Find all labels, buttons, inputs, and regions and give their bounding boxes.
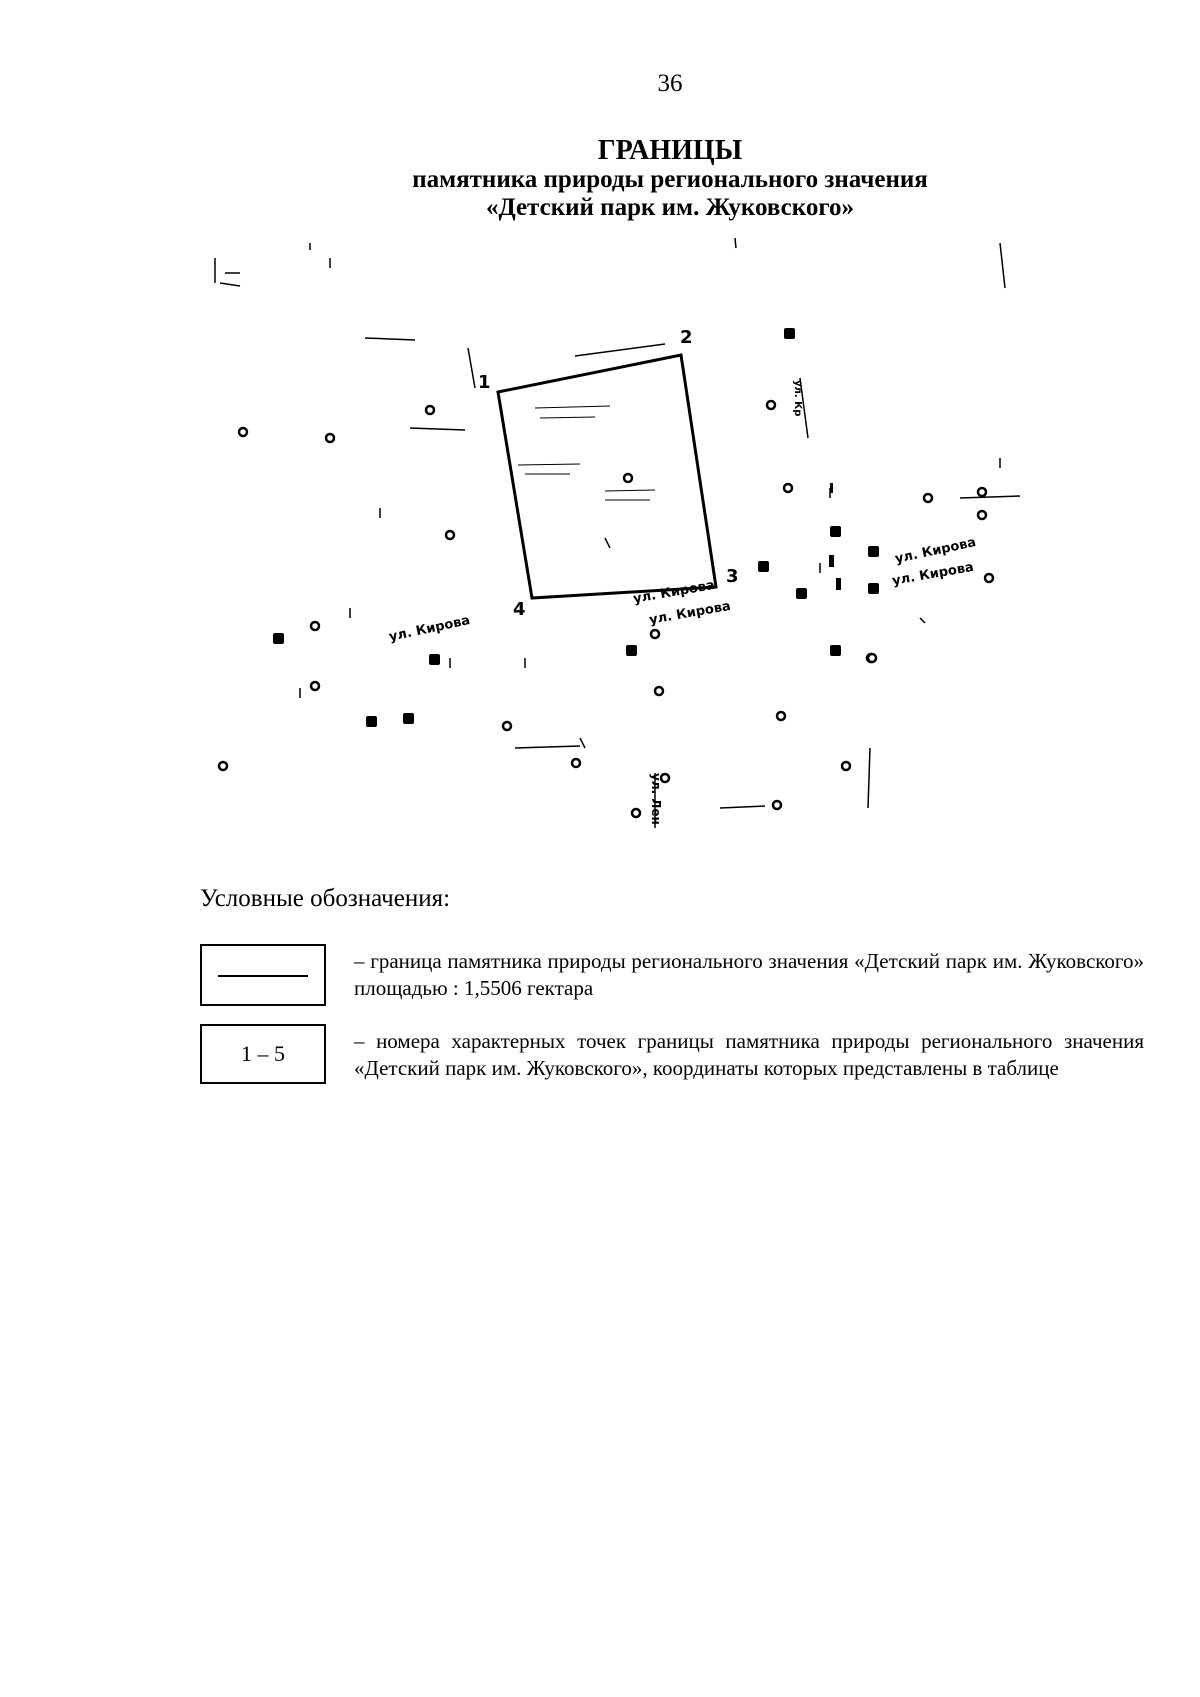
street-label: ул. Кирова: [387, 613, 472, 645]
page-title: ГРАНИЦЫ: [597, 135, 743, 166]
legend-line-sample: [218, 975, 308, 977]
park-boundary-line: [498, 355, 716, 598]
boundary-map: [200, 228, 1100, 888]
street-label: ул. Кирова: [632, 577, 716, 607]
street-label-partial: ул. Лен: [649, 773, 663, 825]
legend-number-description: – номера характерных точек границы памятника природы регионального значения «Детский парк им. Жуковского», координаты которых представлены в таблице: [354, 1029, 1144, 1080]
legend-line-description: – граница памятника природы регионального значения «Детский парк им. Жуковского» площадью : 1,5506 гектара: [354, 949, 1144, 1000]
legend-heading: Условные обозначения:: [200, 885, 451, 912]
boundary-point-4: 4: [513, 599, 526, 620]
street-label: ул. Кирова: [648, 598, 732, 628]
street-label: ул. Кирова: [893, 535, 978, 567]
legend-line-symbol: [200, 944, 326, 1006]
boundary-point-3: 3: [726, 566, 739, 587]
title-subtitle-line-2: «Детский парк им. Жуковского»: [485, 194, 855, 221]
page-number: 36: [657, 70, 683, 97]
map-circle-markers: [219, 401, 993, 817]
legend-number-symbol: 1 – 5: [200, 1024, 326, 1084]
park-inner-marks: [518, 406, 655, 500]
title-block: [0, 136, 1200, 222]
map-square-markers: [273, 328, 879, 727]
title-subtitle-line-1: памятника природы регионального значения: [412, 166, 928, 193]
boundary-point-2: 2: [680, 327, 693, 348]
street-label-partial: ул. Кр: [792, 380, 803, 417]
map-background-marks: [215, 238, 1020, 828]
street-label: ул. Кирова: [891, 559, 975, 589]
boundary-point-1: 1: [478, 372, 491, 393]
